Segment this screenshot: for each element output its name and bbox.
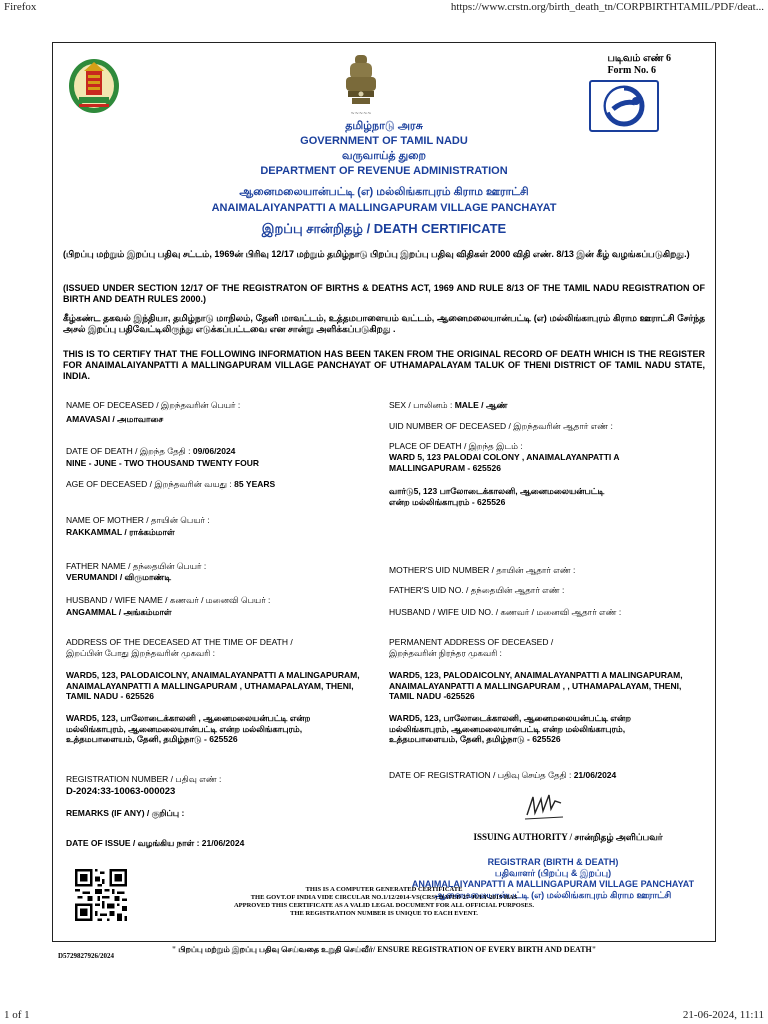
father-name-value: VERUMANDI / விருமாண்டி	[66, 572, 171, 582]
dept-title: DEPARTMENT OF REVENUE ADMINISTRATION	[260, 165, 508, 177]
tamil-nadu-emblem-icon	[67, 57, 121, 115]
certificate-title: இறப்பு சான்றிதழ் / DEATH CERTIFICATE	[261, 221, 507, 236]
registrar-title: REGISTRAR (BIRTH & DEATH)	[487, 857, 619, 867]
date-of-death-value: 09/06/2024	[192, 446, 236, 456]
date-of-death-label	[66, 446, 235, 456]
computer-generated-note	[53, 886, 715, 918]
document-id: D5729827926/2024	[58, 952, 114, 960]
place-of-death-label: PLACE OF DEATH / இறந்த இடம் :	[389, 441, 523, 451]
signature-icon	[521, 791, 567, 823]
place-of-death-tamil-line2: என்ற மல்லிங்காபுரம் - 625526	[389, 497, 506, 507]
form-number-english: Form No. 6	[607, 65, 657, 76]
father-uid-label: FATHER'S UID NO. / தந்தையின் ஆதார் எண் :	[389, 585, 565, 595]
date-of-death-words: NINE - JUNE - TWO THOUSAND TWENTY FOUR	[66, 458, 259, 468]
registration-number-value: D-2024:33-10063-000023	[66, 786, 176, 797]
place-of-death-value-line2: MALLINGAPURAM - 625526	[389, 463, 501, 473]
registration-number-label: REGISTRATION NUMBER / பதிவு எண் :	[66, 774, 222, 784]
father-name-label: FATHER NAME / தந்தையின் பெயர் :	[66, 561, 207, 571]
age-value: 85 YEARS	[234, 479, 276, 489]
village-title-tamil: ஆனைமலையான்பட்டி (எ) மல்லிங்காபுரம் கிராம ஊராட்சி	[239, 186, 529, 198]
permanent-address-value: WARD5, 123, PALODAICOLNY, ANAIMALAYANPATTI A MALINGAPURAM, ANAIMALAYANPATTI A MALLINGAPURAM , , UTHAMAPALAYAM, THENI, TAMIL NADU -625526	[389, 670, 683, 701]
place-of-death-tamil-line1: வார்டு5, 123 பாலோடைக்காலனி, ஆனைமலையன்பட்டி	[389, 486, 605, 496]
deceased-name-value: AMAVASAI / அமாவாசை	[66, 414, 164, 424]
certify-text-tamil: கீழ்கண்ட தகவல் இந்தியா, தமிழ்நாடு மாநிலம், தேனி மாவட்டம், உத்தமபாளையம் வட்டம், ஆனைமலையான்பட்டி (எ) மல்லிங்காபுரம் கிராம ஊராட்சி சேர்ந்த அசல் இறப்பு பதிவேட்டிலிருந்து எடுக்கப்பட்டவை என சான்று அளிக்கப்படுகிறது .	[63, 313, 705, 334]
spouse-name-label: HUSBAND / WIFE NAME / கணவர் / மனைவி பெயர் :	[66, 595, 271, 605]
issuing-authority: ISSUING AUTHORITY / சான்றிதழ் அளிப்பவர்	[473, 832, 663, 842]
page-url: https://www.crstn.org/birth_death_tn/CORPBIRTHTAMIL/PDF/deat...	[450, 1, 764, 13]
permanent-address-label-tamil: இறந்தவரின் நிரந்தர முகவரி :	[389, 648, 502, 658]
mother-name-label: NAME OF MOTHER / தாயின் பெயர் :	[66, 515, 210, 525]
address-label: ADDRESS OF THE DECEASED AT THE TIME OF DEATH /	[66, 637, 293, 647]
gov-title: GOVERNMENT OF TAMIL NADU	[300, 135, 468, 147]
spouse-name-value: ANGAMMAL / அங்கம்மாள்	[66, 607, 172, 617]
permanent-address-value-tamil: WARD5, 123, பாலோடைக்காலனி, ஆனைமலையன்பட்டி என்ற மல்லிங்காபுரம், ஆனைமலையான்பட்டி என்ற மல்லிங்காபுரம், உத்தமபாளையம், தேனி, தமிழ்நாடு - 625526	[389, 713, 632, 744]
svg-text:~~~~~: ~~~~~	[350, 111, 372, 117]
page-count: 1 of 1	[4, 1009, 30, 1021]
age-label	[66, 479, 275, 489]
place-of-death-value-line1: WARD 5, 123 PALODAI COLONY , ANAIMALAYANPATTI A	[389, 452, 620, 462]
form-number	[607, 53, 671, 77]
registration-date-label-text: DATE OF REGISTRATION / பதிவு செய்த தேதி :	[389, 770, 574, 780]
address-value-tamil: WARD5, 123, பாலோடைக்காலனி , ஆனைமலையன்பட்டி என்ற மல்லிங்காபுரம், ஆனைமலையான்பட்டி என்ற மல்லிங்காபுரம், உத்தமபாளையம், தேனி, தமிழ்நாடு - 625526	[66, 713, 311, 744]
registrar-title-tamil: பதிவாளர் (பிறப்பு & இறப்பு)	[494, 868, 612, 878]
browser-name: Firefox	[4, 1, 37, 13]
pdf-header-bar	[0, 0, 768, 16]
village-title: ANAIMALAIYANPATTI A MALLINGAPURAM VILLAGE PANCHAYAT	[211, 202, 557, 214]
sex-label-text: SEX / பாலினம் :	[389, 400, 455, 410]
note-line-4: THE REGISTRATION NUMBER IS UNIQUE TO EACH EVENT.	[290, 910, 478, 917]
address-label-tamil: இறப்பின் போது இறந்தவரின் முகவரி :	[66, 648, 216, 658]
legal-text-tamil: (பிறப்பு மற்றும் இறப்பு பதிவு சட்டம், 1969ன் பிரிவு 12/17 மற்றும் தமிழ்நாடு பிறப்பு இறப்பு பதிவு விதிகள் 2000 விதி எண். 8/13 இன் கீழ் வழங்கப்படுகிறது.)	[63, 249, 690, 259]
address-value: WARD5, 123, PALODAICOLNY, ANAIMALAYANPATTI A MALINGAPURAM, ANAIMALAYANPATTI A MALLINGAPURAM , UTHAMAPALAYAM, THENI, TAMIL NADU - 625526	[66, 670, 360, 701]
pdf-footer-bar	[0, 1008, 768, 1024]
note-line-3: APPROVED THIS CERTIFICATE AS A VALID LEGAL DOCUMENT FOR ALL OFFICIAL PURPOSES.	[233, 902, 535, 909]
death-certificate	[52, 42, 716, 954]
deceased-name-label: NAME OF DECEASED / இறந்தவரின் பெயர் :	[66, 400, 241, 410]
registrar-panchayat: ANAIMALAIYANPATTI A MALLINGAPURAM VILLAGE PANCHAYAT	[411, 879, 695, 889]
permanent-address-label: PERMANENT ADDRESS OF DECEASED /	[389, 637, 554, 647]
issue-date-value: 21/06/2024	[201, 838, 245, 848]
registration-slogan: " பிறப்பு மற்றும் இறப்பு பதிவு செய்வதை உறுதி செய்வீர்/ ENSURE REGISTRATION OF EVERY BIRTH AND DEATH"	[171, 945, 597, 954]
legal-text: (ISSUED UNDER SECTION 12/17 OF THE REGISTRATON OF BIRTHS & DEATHS ACT, 1969 AND RULE 8/13 OF THE TAMIL NADU REGISTRATION OF BIRTH AND DEATH RULES 2000.)	[63, 283, 705, 304]
spouse-uid-label: HUSBAND / WIFE UID NO. / கணவர் / மனைவி ஆதார் எண் :	[389, 607, 622, 617]
mother-name-value: RAKKAMMAL / ராக்கம்மாள்	[66, 527, 175, 537]
registrar-panchayat-tamil: ஆனைமலையான்பட்டி (எ) மல்லிங்காபுரம் கிராம ஊராட்சி	[434, 890, 672, 900]
print-datetime: 21-06-2024, 11:11	[682, 1009, 764, 1021]
dept-title-tamil: வருவாய்த் துறை	[341, 150, 427, 162]
deceased-uid-label: UID NUMBER OF DECEASED / இறந்தவரின் ஆதார் எண் :	[389, 421, 613, 431]
sex-label	[389, 400, 507, 410]
mother-uid-label: MOTHER'S UID NUMBER / தாயின் ஆதார் எண் :	[389, 565, 576, 575]
age-label-text: AGE OF DECEASED / இறந்தவரின் வயது :	[66, 479, 235, 489]
remarks-label: REMARKS (IF ANY) / குறிப்பு :	[66, 808, 185, 818]
issue-date-label	[66, 838, 244, 848]
note-line-2: THE GOVT.OF INDIA VIDE CIRCULAR NO.1/12/2014-VS(CRS) DATED 27-JULY-2015 HAS	[250, 894, 518, 901]
note-line-1: THIS IS A COMPUTER GENERATED CERTIFICATE	[305, 886, 463, 893]
certify-text: THIS IS TO CERTIFY THAT THE FOLLOWING INFORMATION HAS BEEN TAKEN FROM THE ORIGINAL RECORD OF DEATH WHICH IS THE REGISTER FOR ANAIMALAIYANPATTI A MALLINGAPURAM VILLAGE PANCHAYAT OF UTHAMAPALAYAM TALUK OF THENI DISTRICT OF TAMIL NADU STATE, INDIA.	[63, 349, 705, 381]
registration-date-label	[389, 770, 616, 780]
ashoka-emblem-icon	[340, 51, 382, 121]
date-of-death-label-text: DATE OF DEATH / இறந்த தேதி :	[66, 446, 193, 456]
registration-date-value: 21/06/2024	[573, 770, 617, 780]
issue-date-label-text: DATE OF ISSUE / வழங்கிய நாள் :	[66, 838, 202, 848]
gov-title-tamil: தமிழ்நாடு அரசு	[345, 120, 423, 132]
sex-value: MALE / ஆண்	[454, 400, 508, 410]
form-number-tamil: படிவம் எண் 6	[607, 53, 671, 64]
